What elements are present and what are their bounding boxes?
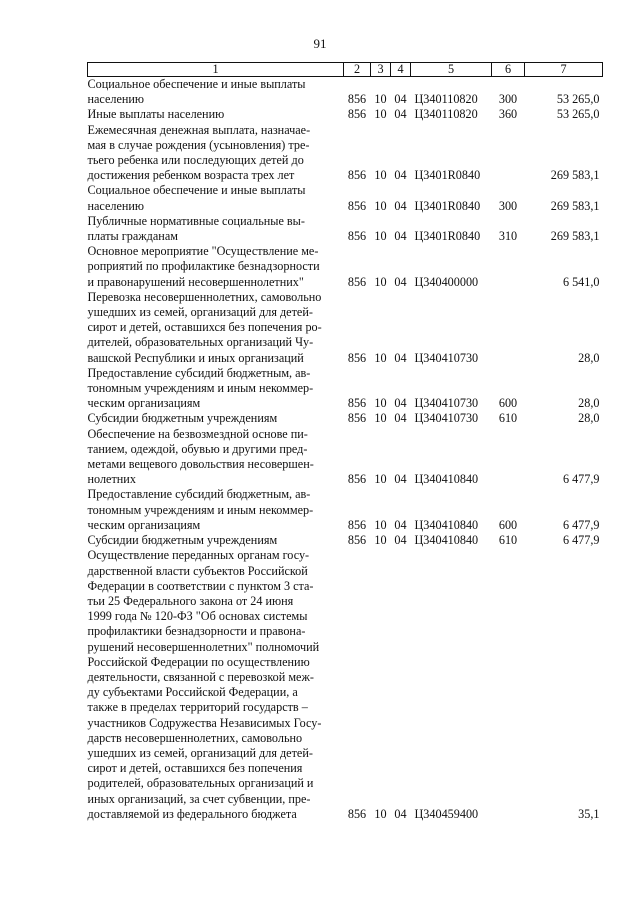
- item-name-line: достижения ребенком возраста трех лет: [87, 168, 295, 183]
- item-name-line: участников Содружества Независимых Госу-: [87, 715, 322, 730]
- section-code: 10: [374, 229, 387, 244]
- item-name: [88, 107, 344, 122]
- subsection-code: 04: [394, 274, 407, 289]
- target-article-code: Ц3401R0840: [414, 229, 481, 244]
- item-name: [88, 487, 344, 533]
- amount: 6 477,9: [562, 517, 600, 532]
- item-name-line: Основное мероприятие "Осуществление ме-: [87, 244, 319, 259]
- item-name-line: ческим организациям: [87, 396, 201, 411]
- grbs-code: 856: [347, 229, 367, 244]
- item-name-line: ушедших из семей, организаций для детей-: [87, 305, 313, 320]
- grbs-code: 856: [347, 806, 367, 821]
- expense-type-code: 360: [498, 107, 518, 122]
- amount: 53 265,0: [556, 92, 600, 107]
- section-code: 10: [374, 517, 387, 532]
- target-article-code: Ц340410840: [414, 472, 479, 487]
- table-row: [88, 290, 603, 366]
- subsection-code: 04: [394, 806, 407, 821]
- subsection-code: 04: [394, 396, 407, 411]
- grbs-code: 856: [347, 168, 367, 183]
- amount: 6 541,0: [562, 274, 600, 289]
- table-row: [88, 533, 603, 548]
- table-body: [88, 77, 603, 822]
- item-name-line: Публичные нормативные социальные вы-: [87, 213, 305, 228]
- grbs-code: 856: [347, 92, 367, 107]
- table-row: [88, 244, 603, 290]
- grbs-code: 856: [347, 533, 367, 548]
- item-name-line: тьего ребенка или последующих детей до: [87, 153, 304, 168]
- item-name: [88, 77, 344, 108]
- item-name: [88, 533, 344, 548]
- section-code: 10: [374, 350, 387, 365]
- amount: 6 477,9: [562, 472, 600, 487]
- item-name: [88, 427, 344, 488]
- item-name: [88, 366, 344, 412]
- header-col-1: 1: [88, 63, 344, 77]
- item-name-line: сирот и детей, оставшихся без попечения ро-: [87, 320, 322, 335]
- header-col-6: 6: [492, 63, 525, 77]
- header-col-5: 5: [411, 63, 492, 77]
- amount: 269 583,1: [550, 168, 600, 183]
- target-article-code: Ц340459400: [414, 806, 479, 821]
- item-name-line: платы гражданам: [87, 229, 178, 244]
- subsection-code: 04: [394, 92, 407, 107]
- subsection-code: 04: [394, 517, 407, 532]
- grbs-code: 856: [347, 274, 367, 289]
- item-name-line: тономным учреждениям и иным некоммер-: [87, 502, 314, 517]
- item-name-line: Перевозка несовершеннолетних, самовольно: [87, 289, 322, 304]
- subsection-code: 04: [394, 229, 407, 244]
- grbs-code: 856: [347, 517, 367, 532]
- table-row: [88, 487, 603, 533]
- target-article-code: Ц3401R0840: [414, 168, 481, 183]
- expense-type-code: 610: [498, 533, 518, 548]
- grbs-code: 856: [347, 411, 367, 426]
- amount: 28,0: [578, 411, 600, 426]
- item-name-line: иных организаций, за счет субвенции, пре-: [87, 791, 311, 806]
- item-name-line: метами вещевого довольствия несовершен-: [87, 457, 314, 472]
- item-name: [88, 411, 344, 426]
- item-name-line: населению: [87, 198, 145, 213]
- target-article-code: Ц340410840: [414, 533, 479, 548]
- page-number: 91: [313, 36, 327, 51]
- item-name-line: деятельности, связанной с перевозкой меж-: [87, 669, 314, 684]
- section-code: 10: [374, 168, 387, 183]
- item-name-line: Осуществление переданных органам госу-: [87, 548, 310, 563]
- item-name-line: нолетних: [87, 472, 136, 487]
- expense-type-code: [492, 427, 525, 488]
- item-name-line: Социальное обеспечение и иные выплаты: [87, 183, 306, 198]
- item-name-line: ду субъектами Российской Федерации, а: [87, 685, 298, 700]
- table-row: [88, 77, 603, 108]
- target-article-code: Ц340410730: [414, 350, 479, 365]
- subsection-code: 04: [394, 533, 407, 548]
- header-col-4: 4: [391, 63, 411, 77]
- item-name-line: тьи 25 Федерального закона от 24 июня: [87, 593, 294, 608]
- item-name-line: ческим организациям: [87, 517, 201, 532]
- expense-type-code: 310: [498, 229, 518, 244]
- item-name-line: вашской Республики и иных организаций: [87, 350, 304, 365]
- section-code: 10: [374, 198, 387, 213]
- item-name-line: 1999 года № 120-ФЗ "Об основах системы: [87, 609, 308, 624]
- item-name-line: доставляемой из федерального бюджета: [87, 806, 297, 821]
- amount: 269 583,1: [550, 229, 600, 244]
- item-name-line: Иные выплаты населению: [87, 107, 225, 122]
- table-row: [88, 107, 603, 122]
- target-article-code: Ц340110820: [414, 107, 478, 122]
- amount: 53 265,0: [556, 107, 600, 122]
- item-name: [88, 548, 344, 822]
- item-name-line: также в пределах территорий государств –: [87, 700, 308, 715]
- amount: 28,0: [578, 396, 600, 411]
- target-article-code: Ц340110820: [414, 92, 478, 107]
- section-code: 10: [374, 92, 387, 107]
- item-name-line: Федерации в соответствии с пунктом 3 ста-: [87, 578, 314, 593]
- item-name: [88, 244, 344, 290]
- amount: 6 477,9: [562, 533, 600, 548]
- item-name-line: ушедших из семей, организаций для детей-: [87, 745, 313, 760]
- item-name-line: мая в случае рождения (усыновления) тре-: [87, 137, 310, 152]
- item-name-line: профилактики безнадзорности и правона-: [87, 624, 306, 639]
- expense-type-code: 300: [498, 198, 518, 213]
- item-name-line: Обеспечение на безвозмездной основе пи-: [87, 426, 308, 441]
- target-article-code: Ц340410730: [414, 411, 479, 426]
- item-name-line: дарств несовершеннолетних, самовольно: [87, 730, 303, 745]
- target-article-code: Ц340400000: [414, 274, 479, 289]
- item-name-line: дителей, образовательных организаций Чу-: [87, 335, 314, 350]
- expense-type-code: [492, 244, 525, 290]
- header-col-3: 3: [371, 63, 391, 77]
- section-code: 10: [374, 411, 387, 426]
- grbs-code: 856: [347, 107, 367, 122]
- item-name: [88, 183, 344, 213]
- section-code: 10: [374, 472, 387, 487]
- table-row: [88, 123, 603, 184]
- section-code: 10: [374, 107, 387, 122]
- item-name-line: Субсидии бюджетным учреждениям: [87, 411, 278, 426]
- item-name: [88, 214, 344, 244]
- item-name-line: роприятий по профилактике безнадзорности: [87, 259, 320, 274]
- grbs-code: 856: [347, 198, 367, 213]
- target-article-code: Ц340410730: [414, 396, 479, 411]
- item-name: [88, 290, 344, 366]
- item-name: [88, 123, 344, 184]
- section-code: 10: [374, 396, 387, 411]
- item-name-line: населению: [87, 92, 145, 107]
- expense-type-code: [492, 548, 525, 822]
- item-name-line: Предоставление субсидий бюджетным, ав-: [87, 365, 311, 380]
- amount: 35,1: [578, 806, 600, 821]
- subsection-code: 04: [394, 168, 407, 183]
- header-col-2: 2: [344, 63, 371, 77]
- subsection-code: 04: [394, 350, 407, 365]
- item-name-line: Российской Федерации по осуществлению: [87, 654, 310, 669]
- item-name-line: танием, одеждой, обувью и другими пред-: [87, 441, 308, 456]
- subsection-code: 04: [394, 472, 407, 487]
- table-row: [88, 548, 603, 822]
- item-name-line: и правонарушений несовершеннолетних": [87, 274, 304, 289]
- expense-type-code: 600: [498, 396, 518, 411]
- grbs-code: 856: [347, 396, 367, 411]
- section-code: 10: [374, 274, 387, 289]
- amount: 269 583,1: [550, 198, 600, 213]
- item-name-line: Ежемесячная денежная выплата, назначае-: [87, 122, 311, 137]
- expense-type-code: 300: [498, 92, 518, 107]
- section-code: 10: [374, 533, 387, 548]
- amount: 28,0: [578, 350, 600, 365]
- section-code: 10: [374, 806, 387, 821]
- grbs-code: 856: [347, 472, 367, 487]
- target-article-code: Ц340410840: [414, 517, 479, 532]
- expense-type-code: [492, 123, 525, 184]
- item-name-line: Субсидии бюджетным учреждениям: [87, 533, 278, 548]
- table-row: [88, 366, 603, 412]
- item-name-line: родителей, образовательных организаций и: [87, 776, 314, 791]
- table-row: [88, 183, 603, 213]
- table-row: [88, 214, 603, 244]
- table-row: [88, 411, 603, 426]
- table-row: [88, 427, 603, 488]
- expense-type-code: 610: [498, 411, 518, 426]
- budget-table: [87, 62, 603, 822]
- item-name-line: тономным учреждениям и иным некоммер-: [87, 381, 314, 396]
- subsection-code: 04: [394, 198, 407, 213]
- expense-type-code: 600: [498, 517, 518, 532]
- item-name-line: Социальное обеспечение и иные выплаты: [87, 77, 306, 91]
- item-name-line: дарственной власти субъектов Российской: [87, 563, 308, 578]
- grbs-code: 856: [347, 350, 367, 365]
- expense-type-code: [492, 290, 525, 366]
- subsection-code: 04: [394, 107, 407, 122]
- item-name-line: сирот и детей, оставшихся без попечения: [87, 761, 303, 776]
- subsection-code: 04: [394, 411, 407, 426]
- target-article-code: Ц3401R0840: [414, 198, 481, 213]
- header-col-7: 7: [525, 63, 603, 77]
- item-name-line: Предоставление субсидий бюджетным, ав-: [87, 487, 311, 502]
- item-name-line: рушений несовершеннолетних" полномочий: [87, 639, 320, 654]
- header-row: [88, 63, 603, 77]
- table-header: [88, 63, 603, 77]
